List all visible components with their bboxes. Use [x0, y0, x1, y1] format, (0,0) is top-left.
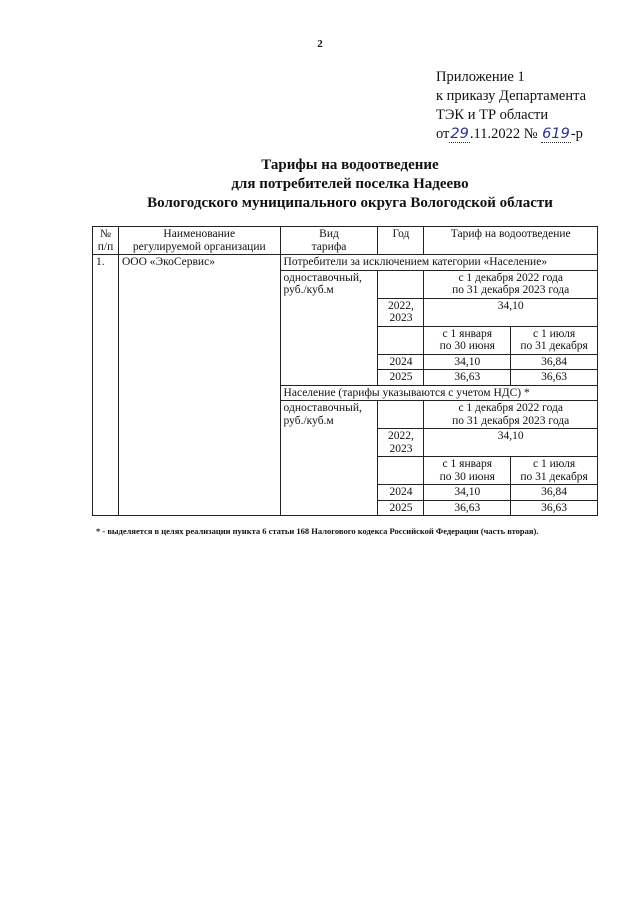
- tariff-value: 34,10: [424, 354, 511, 370]
- appendix-date-line: [436, 125, 586, 144]
- half-year-1-label: с 1 января по 30 июня: [424, 457, 511, 485]
- tariff-value: 36,63: [511, 370, 598, 386]
- year-empty: [378, 401, 424, 429]
- table-header-row: [93, 227, 598, 255]
- period-full: с 1 декабря 2022 года по 31 декабря 2023 года: [424, 401, 598, 429]
- header-organization: Наименование регулируемой организации: [118, 227, 280, 255]
- appendix-line-3: ТЭК и ТР области: [436, 107, 549, 123]
- tariff-value: 36,63: [424, 370, 511, 386]
- date-prefix: от: [436, 126, 450, 142]
- table-row: [93, 255, 598, 271]
- tariff-value: 36,63: [424, 500, 511, 516]
- tariff-value: 36,84: [511, 354, 598, 370]
- year-cell: 2022, 2023: [378, 429, 424, 457]
- header-tariff-kind: Вид тарифа: [280, 227, 378, 255]
- year-cell: 2022, 2023: [378, 298, 424, 326]
- category-label: Население (тарифы указываются с учетом НДС) *: [280, 385, 597, 401]
- header-year: Год: [378, 227, 424, 255]
- tariff-kind: одноставочный, руб./куб.м: [280, 270, 378, 385]
- header-num: № п/п: [93, 227, 119, 255]
- tariff-value: 34,10: [424, 485, 511, 501]
- year-cell: 2024: [378, 354, 424, 370]
- tariff-kind: одноставочный, руб./куб.м: [280, 401, 378, 516]
- year-empty: [378, 326, 424, 354]
- document-title: [0, 156, 640, 213]
- tariff-value: 34,10: [424, 429, 598, 457]
- date-rest: .11.2022 №: [469, 126, 538, 142]
- appendix-block: [436, 68, 586, 144]
- half-year-2-label: с 1 июля по 31 декабря: [511, 326, 598, 354]
- half-year-2-label: с 1 июля по 31 декабря: [511, 457, 598, 485]
- title-line-2: для потребителей поселка Надеево: [231, 176, 469, 192]
- handwritten-order-number: 619: [542, 126, 570, 142]
- tariff-value: 34,10: [424, 298, 598, 326]
- year-cell: 2025: [378, 500, 424, 516]
- appendix-line-1: Приложение 1: [436, 69, 525, 85]
- tariff-value: 36,63: [511, 500, 598, 516]
- organization-name: ООО «ЭкоСервис»: [118, 255, 280, 516]
- footnote: * - выделяется в целях реализации пункта 6 статьи 168 Налогового кодекса Российской Федерации (часть вторая).: [96, 526, 539, 536]
- title-line-1: Тарифы на водоотведение: [261, 157, 439, 173]
- title-line-3: Вологодского муниципального округа Вологодской области: [147, 195, 553, 211]
- year-cell: 2025: [378, 370, 424, 386]
- year-cell: 2024: [378, 485, 424, 501]
- order-suffix: -р: [570, 126, 583, 142]
- year-empty: [378, 457, 424, 485]
- handwritten-day: 29: [450, 126, 469, 142]
- year-empty: [378, 270, 424, 298]
- header-tariff: Тариф на водоотведение: [424, 227, 598, 255]
- period-full: с 1 декабря 2022 года по 31 декабря 2023 года: [424, 270, 598, 298]
- row-number: 1.: [93, 255, 119, 516]
- page-number: 2: [317, 38, 323, 50]
- category-label: Потребители за исключением категории «Население»: [280, 255, 597, 271]
- appendix-line-2: к приказу Департамента: [436, 88, 587, 104]
- half-year-1-label: с 1 января по 30 июня: [424, 326, 511, 354]
- tariff-table: [92, 226, 598, 516]
- tariff-value: 36,84: [511, 485, 598, 501]
